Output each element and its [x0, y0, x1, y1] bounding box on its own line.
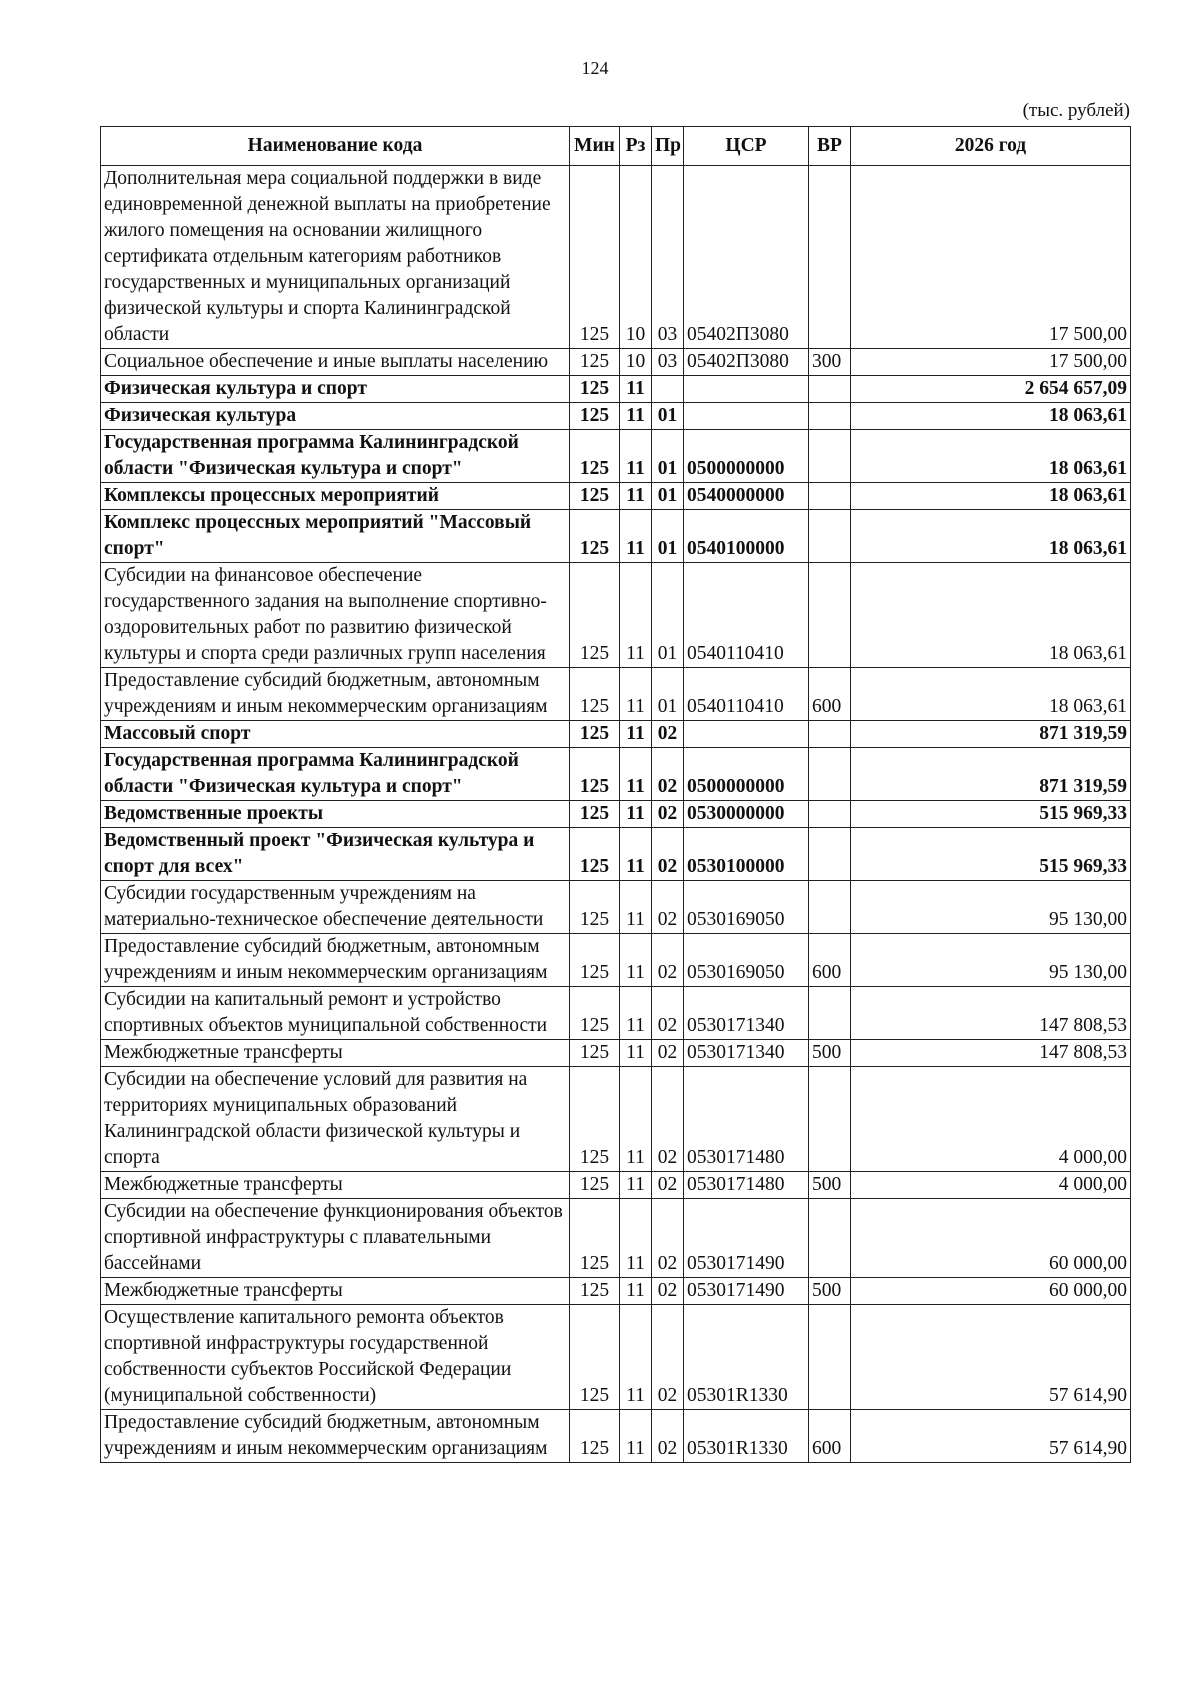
table-row: [101, 510, 1131, 563]
cell-name: Предоставление субсидий бюджетным, автономным учреждениям и иным некоммерческим организациям: [101, 668, 570, 721]
units-note: (тыс. рублей): [1022, 100, 1130, 121]
cell-csr: 0530171340: [684, 1040, 809, 1067]
cell-csr: 05301R1330: [684, 1410, 809, 1463]
cell-min: 125: [570, 1278, 620, 1305]
cell-pr: [652, 376, 684, 403]
cell-amount: 18 063,61: [851, 403, 1131, 430]
cell-amount: 17 500,00: [851, 349, 1131, 376]
table-body: [101, 166, 1131, 1463]
cell-pr: 01: [652, 668, 684, 721]
cell-rz: 11: [620, 828, 652, 881]
table-row: [101, 1199, 1131, 1278]
cell-rz: 11: [620, 1305, 652, 1410]
cell-amount: 4 000,00: [851, 1067, 1131, 1172]
cell-min: 125: [570, 430, 620, 483]
cell-csr: 0530171490: [684, 1199, 809, 1278]
cell-pr: 02: [652, 1410, 684, 1463]
cell-min: 125: [570, 1067, 620, 1172]
cell-vr: 500: [809, 1278, 851, 1305]
cell-amount: 95 130,00: [851, 881, 1131, 934]
cell-pr: 02: [652, 1278, 684, 1305]
table-row: [101, 483, 1131, 510]
cell-rz: 11: [620, 563, 652, 668]
cell-rz: 11: [620, 801, 652, 828]
cell-rz: 11: [620, 376, 652, 403]
cell-csr: 0530171480: [684, 1067, 809, 1172]
cell-rz: 11: [620, 934, 652, 987]
cell-name: Предоставление субсидий бюджетным, автономным учреждениям и иным некоммерческим организациям: [101, 1410, 570, 1463]
header-year: 2026 год: [851, 127, 1131, 166]
table-row: [101, 349, 1131, 376]
cell-csr: 0540000000: [684, 483, 809, 510]
cell-name: Межбюджетные трансферты: [101, 1040, 570, 1067]
cell-name: Комплексы процессных мероприятий: [101, 483, 570, 510]
cell-pr: 02: [652, 828, 684, 881]
cell-csr: 0540110410: [684, 668, 809, 721]
cell-amount: 871 319,59: [851, 748, 1131, 801]
cell-pr: 01: [652, 403, 684, 430]
table-row: [101, 563, 1131, 668]
table-row: [101, 430, 1131, 483]
cell-amount: 60 000,00: [851, 1278, 1131, 1305]
table-row: [101, 934, 1131, 987]
cell-rz: 11: [620, 1278, 652, 1305]
cell-vr: [809, 721, 851, 748]
cell-csr: 0530100000: [684, 828, 809, 881]
cell-amount: 147 808,53: [851, 987, 1131, 1040]
cell-amount: 4 000,00: [851, 1172, 1131, 1199]
cell-amount: 18 063,61: [851, 563, 1131, 668]
cell-min: 125: [570, 1410, 620, 1463]
cell-name: Комплекс процессных мероприятий "Массовый спорт": [101, 510, 570, 563]
cell-pr: 02: [652, 881, 684, 934]
table-row: [101, 1410, 1131, 1463]
header-csr: ЦСР: [684, 127, 809, 166]
cell-vr: [809, 1067, 851, 1172]
cell-name: Физическая культура: [101, 403, 570, 430]
cell-name: Предоставление субсидий бюджетным, автономным учреждениям и иным некоммерческим организациям: [101, 934, 570, 987]
cell-vr: [809, 166, 851, 349]
header-pr: Пр: [652, 127, 684, 166]
cell-csr: [684, 721, 809, 748]
cell-amount: 95 130,00: [851, 934, 1131, 987]
cell-vr: 500: [809, 1040, 851, 1067]
cell-pr: 02: [652, 801, 684, 828]
cell-pr: 02: [652, 748, 684, 801]
cell-min: 125: [570, 721, 620, 748]
cell-min: 125: [570, 403, 620, 430]
cell-amount: 515 969,33: [851, 828, 1131, 881]
cell-vr: [809, 1199, 851, 1278]
cell-rz: 11: [620, 748, 652, 801]
cell-name: Государственная программа Калининградской области "Физическая культура и спорт": [101, 748, 570, 801]
cell-amount: 57 614,90: [851, 1305, 1131, 1410]
cell-amount: 871 319,59: [851, 721, 1131, 748]
cell-amount: 57 614,90: [851, 1410, 1131, 1463]
table-row: [101, 881, 1131, 934]
table-row: [101, 748, 1131, 801]
cell-min: 125: [570, 166, 620, 349]
cell-min: 125: [570, 349, 620, 376]
cell-vr: [809, 881, 851, 934]
table-row: [101, 1172, 1131, 1199]
cell-vr: [809, 483, 851, 510]
cell-csr: 05402П3080: [684, 349, 809, 376]
cell-rz: 11: [620, 721, 652, 748]
table-row: [101, 166, 1131, 349]
cell-rz: 11: [620, 987, 652, 1040]
cell-pr: 02: [652, 1067, 684, 1172]
cell-rz: 11: [620, 403, 652, 430]
cell-name: Межбюджетные трансферты: [101, 1172, 570, 1199]
header-vr: ВР: [809, 127, 851, 166]
cell-pr: 02: [652, 1305, 684, 1410]
cell-min: 125: [570, 510, 620, 563]
cell-csr: 0530171490: [684, 1278, 809, 1305]
cell-vr: 500: [809, 1172, 851, 1199]
cell-rz: 11: [620, 1067, 652, 1172]
cell-min: 125: [570, 881, 620, 934]
cell-rz: 11: [620, 668, 652, 721]
cell-csr: 0530171340: [684, 987, 809, 1040]
cell-pr: 02: [652, 1172, 684, 1199]
cell-pr: 02: [652, 721, 684, 748]
cell-name: Субсидии на финансовое обеспечение государственного задания на выполнение спортивно-оздоровительных работ по развитию физической культуры и спорта среди различных групп населения: [101, 563, 570, 668]
header-min: Мин: [570, 127, 620, 166]
page-number: 124: [581, 58, 609, 78]
table-row: [101, 721, 1131, 748]
cell-rz: 11: [620, 430, 652, 483]
cell-name: Массовый спорт: [101, 721, 570, 748]
cell-csr: 0530000000: [684, 801, 809, 828]
table-header-row: [101, 127, 1131, 166]
cell-rz: 11: [620, 881, 652, 934]
cell-csr: 0500000000: [684, 430, 809, 483]
cell-csr: 05402П3080: [684, 166, 809, 349]
cell-name: Социальное обеспечение и иные выплаты населению: [101, 349, 570, 376]
cell-name: Субсидии на капитальный ремонт и устройство спортивных объектов муниципальной собственности: [101, 987, 570, 1040]
cell-name: Ведомственные проекты: [101, 801, 570, 828]
header-name: Наименование кода: [101, 127, 570, 166]
cell-amount: 17 500,00: [851, 166, 1131, 349]
cell-amount: 60 000,00: [851, 1199, 1131, 1278]
cell-vr: 600: [809, 1410, 851, 1463]
cell-csr: 0540100000: [684, 510, 809, 563]
table-row: [101, 1040, 1131, 1067]
cell-pr: 03: [652, 166, 684, 349]
cell-pr: 01: [652, 563, 684, 668]
cell-name: Межбюджетные трансферты: [101, 1278, 570, 1305]
cell-min: 125: [570, 1172, 620, 1199]
cell-rz: 11: [620, 1199, 652, 1278]
cell-min: 125: [570, 828, 620, 881]
header-rz: Рз: [620, 127, 652, 166]
cell-vr: [809, 430, 851, 483]
cell-csr: 0540110410: [684, 563, 809, 668]
cell-min: 125: [570, 483, 620, 510]
cell-vr: [809, 828, 851, 881]
cell-rz: 11: [620, 510, 652, 563]
cell-min: 125: [570, 376, 620, 403]
table-row: [101, 1305, 1131, 1410]
cell-min: 125: [570, 563, 620, 668]
budget-table: [100, 126, 1131, 1463]
cell-csr: 0530169050: [684, 934, 809, 987]
cell-vr: 600: [809, 934, 851, 987]
table-row: [101, 987, 1131, 1040]
cell-csr: 05301R1330: [684, 1305, 809, 1410]
cell-rz: 11: [620, 1410, 652, 1463]
cell-pr: 02: [652, 1040, 684, 1067]
cell-min: 125: [570, 934, 620, 987]
cell-csr: [684, 403, 809, 430]
cell-amount: 18 063,61: [851, 668, 1131, 721]
cell-pr: 02: [652, 1199, 684, 1278]
cell-amount: 147 808,53: [851, 1040, 1131, 1067]
table-row: [101, 1067, 1131, 1172]
cell-csr: 0530171480: [684, 1172, 809, 1199]
cell-vr: [809, 510, 851, 563]
cell-vr: 300: [809, 349, 851, 376]
cell-pr: 01: [652, 430, 684, 483]
cell-min: 125: [570, 801, 620, 828]
table-row: [101, 668, 1131, 721]
cell-vr: [809, 748, 851, 801]
cell-name: Ведомственный проект "Физическая культура и спорт для всех": [101, 828, 570, 881]
cell-amount: 18 063,61: [851, 430, 1131, 483]
cell-amount: 18 063,61: [851, 510, 1131, 563]
cell-vr: [809, 376, 851, 403]
cell-pr: 03: [652, 349, 684, 376]
cell-min: 125: [570, 1305, 620, 1410]
cell-vr: [809, 987, 851, 1040]
cell-vr: [809, 403, 851, 430]
table-row: [101, 801, 1131, 828]
table-row: [101, 1278, 1131, 1305]
cell-name: Субсидии на обеспечение условий для развития на территориях муниципальных образований Калининградской области физической культуры и спорта: [101, 1067, 570, 1172]
cell-amount: 18 063,61: [851, 483, 1131, 510]
cell-vr: [809, 1305, 851, 1410]
cell-name: Субсидии на обеспечение функционирования объектов спортивной инфраструктуры с плавательными бассейнами: [101, 1199, 570, 1278]
table-row: [101, 403, 1131, 430]
cell-rz: 11: [620, 483, 652, 510]
cell-rz: 10: [620, 349, 652, 376]
cell-pr: 01: [652, 510, 684, 563]
cell-name: Субсидии государственным учреждениям на материально-техническое обеспечение деятельности: [101, 881, 570, 934]
cell-csr: 0500000000: [684, 748, 809, 801]
cell-csr: 0530169050: [684, 881, 809, 934]
cell-min: 125: [570, 1040, 620, 1067]
cell-vr: [809, 801, 851, 828]
cell-pr: 01: [652, 483, 684, 510]
cell-rz: 11: [620, 1040, 652, 1067]
cell-min: 125: [570, 1199, 620, 1278]
cell-name: Осуществление капитального ремонта объектов спортивной инфраструктуры государственной собственности субъектов Российской Федерации (муниципальной собственности): [101, 1305, 570, 1410]
cell-min: 125: [570, 987, 620, 1040]
cell-vr: 600: [809, 668, 851, 721]
cell-min: 125: [570, 748, 620, 801]
cell-name: Дополнительная мера социальной поддержки в виде единовременной денежной выплаты на приобретение жилого помещения на основании жилищного сертификата отдельным категориям работников государственных и муниципальных организаций физической культуры и спорта Калининградской области: [101, 166, 570, 349]
cell-min: 125: [570, 668, 620, 721]
cell-rz: 10: [620, 166, 652, 349]
cell-name: Физическая культура и спорт: [101, 376, 570, 403]
cell-amount: 515 969,33: [851, 801, 1131, 828]
table-row: [101, 828, 1131, 881]
table-row: [101, 376, 1131, 403]
cell-vr: [809, 563, 851, 668]
cell-name: Государственная программа Калининградской области "Физическая культура и спорт": [101, 430, 570, 483]
cell-rz: 11: [620, 1172, 652, 1199]
cell-pr: 02: [652, 987, 684, 1040]
cell-pr: 02: [652, 934, 684, 987]
cell-csr: [684, 376, 809, 403]
cell-amount: 2 654 657,09: [851, 376, 1131, 403]
